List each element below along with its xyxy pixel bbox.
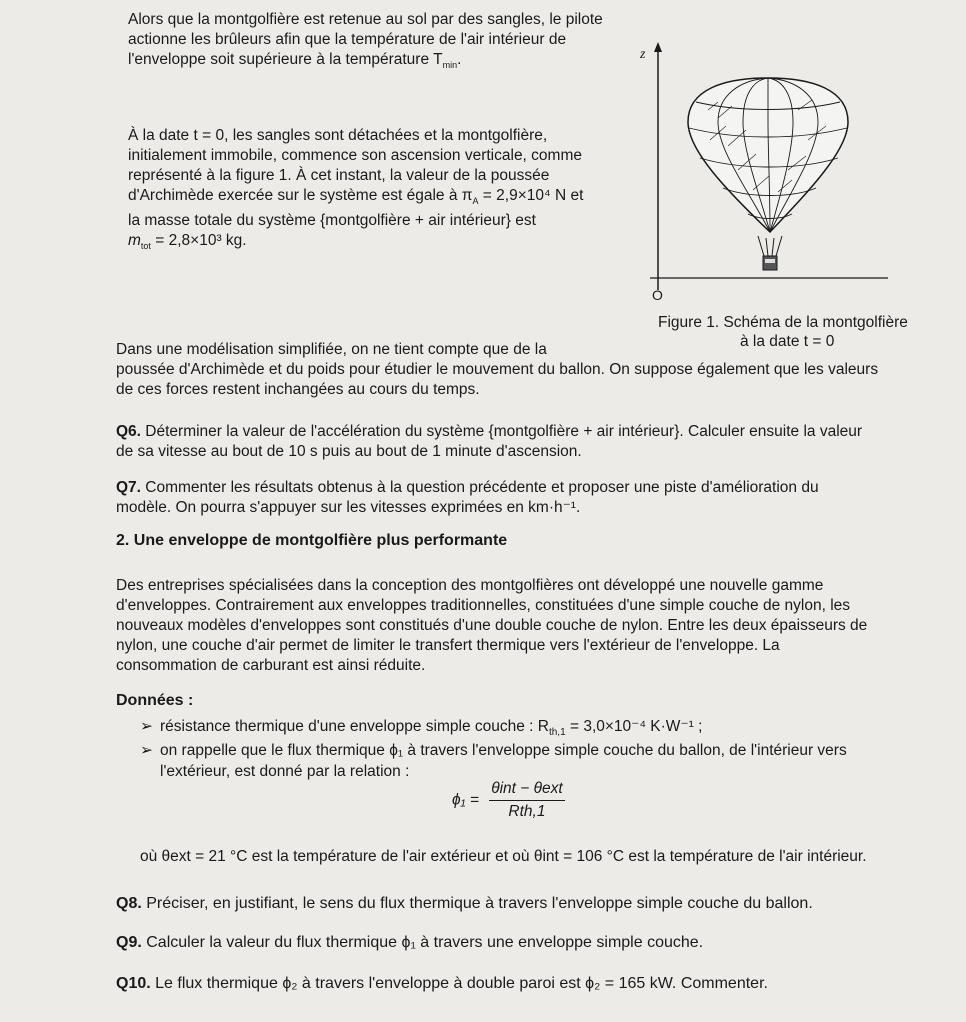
model-line: poussée d'Archimède et du poids pour étudier le mouvement du ballon. On suppose également que les valeurs bbox=[116, 361, 879, 378]
figure-caption-date: à la date t = 0 bbox=[740, 333, 835, 350]
temperatures-line: où θext = 21 °C est la température de l'air extérieur et où θint = 106 °C est la température de l'air intérieur. bbox=[140, 848, 867, 865]
question-10: Q10. Le flux thermique ϕ₂ à travers l'enveloppe à double paroi est ϕ₂ = 165 kW. Commenter. bbox=[116, 975, 768, 992]
donnees-bullet-1: ➢ résistance thermique d'une enveloppe simple couche : $R_{th,1} = 3,0\times 10^{-4}$ K·W⁻¹ ; bbox=[140, 718, 703, 739]
question-9: Q9. Calculer la valeur du flux thermique ϕ₁ à travers une enveloppe simple couche. bbox=[116, 934, 704, 951]
section-2-title: 2. Une enveloppe de montgolfière plus performante bbox=[116, 532, 508, 549]
t0-paragraph bbox=[128, 126, 624, 256]
t0-line: représenté à la figure 1. À cet instant, la valeur de la poussée bbox=[128, 167, 550, 184]
question-8: Q8. Préciser, en justifiant, le sens du flux thermique à travers l'enveloppe simple couche du ballon. bbox=[116, 895, 813, 912]
intro-line: l'enveloppe soit supérieure à la température $T_{min}$. bbox=[128, 51, 462, 71]
t0-line: À la date t = 0, les sangles sont détachées et la montgolfière, bbox=[128, 127, 548, 144]
model-line: de ces forces restent inchangées au cours du temps. bbox=[116, 381, 480, 398]
origin-label: O bbox=[652, 287, 663, 303]
z-axis-label: z bbox=[640, 47, 646, 62]
model-paragraph bbox=[116, 340, 938, 400]
t0-line: initialement immobile, commence son ascension verticale, comme bbox=[128, 147, 582, 164]
balloon-envelope bbox=[688, 78, 848, 232]
flux-formula: ϕ₁ = $\frac{\text{θint − θext}}{\text{Rth,1}}$ bbox=[452, 780, 563, 820]
question-7: Q7. Commenter les résultats obtenus à la question précédente et proposer une piste d'amélioration du modèle. On pourra s'appuyer sur les vitesses exprimées en km·h⁻¹. bbox=[116, 479, 819, 516]
model-line: Dans une modélisation simplifiée, on ne tient compte que de la bbox=[116, 341, 547, 358]
intro-line: actionne les brûleurs afin que la température de l'air intérieur de bbox=[128, 31, 567, 48]
donnees-title: Données : bbox=[116, 692, 194, 709]
z-axis-arrow bbox=[654, 42, 662, 52]
enveloppe-paragraph: Des entreprises spécialisées dans la conception des montgolfières ont développé une nouvelle gamme d'enveloppes. Contrairement aux enveloppes traditionnelles, constituées d'une simple couche de nylon, les nouveaux modèles d'enveloppes sont constitués d'une double couche de nylon. Entre les deux épaisseurs de nylon, une couche d'air permet de limiter le transfert thermique vers l'extérieur de l'enveloppe. La consommation de carburant est ainsi réduite. bbox=[116, 577, 868, 674]
t0-line: d'Archimède exercée sur le système est égale à $\pi_A = 2,9\times 10^4$ N et bbox=[128, 187, 584, 207]
arrow-bullet-icon: ➢ bbox=[140, 742, 153, 759]
donnees-bullet-2: ➢ on rappelle que le flux thermique ϕ₁ à travers l'enveloppe simple couche du ballon, de l'intérieur vers bbox=[140, 742, 847, 759]
formula-fraction: $\frac{\text{θint − θext}}{\text{Rth,1}}$ bbox=[491, 780, 563, 820]
figure-caption: Figure 1. Schéma de la montgolfière bbox=[658, 314, 908, 331]
arrow-bullet-icon: ➢ bbox=[140, 718, 153, 735]
intro-paragraph bbox=[128, 10, 624, 75]
donnees-bullet-2-cont: l'extérieur, est donné par la relation : bbox=[160, 763, 410, 780]
t0-line: $m_{tot} = 2,8\times 10^3$ kg. bbox=[128, 232, 247, 252]
balloon-basket bbox=[758, 236, 782, 270]
t0-line: la masse totale du système {montgolfière + air intérieur} est bbox=[128, 212, 536, 230]
intro-line: Alors que la montgolfière est retenue au sol par des sangles, le pilote bbox=[128, 11, 603, 28]
balloon-figure bbox=[640, 40, 948, 310]
balloon-diagram bbox=[640, 40, 948, 310]
question-6: Q6. Déterminer la valeur de l'accélération du système {montgolfière + air intérieur}. Calculer ensuite la valeur de sa vitesse au bout de 10 s puis au bout de 1 minute d'ascension. bbox=[116, 423, 863, 460]
